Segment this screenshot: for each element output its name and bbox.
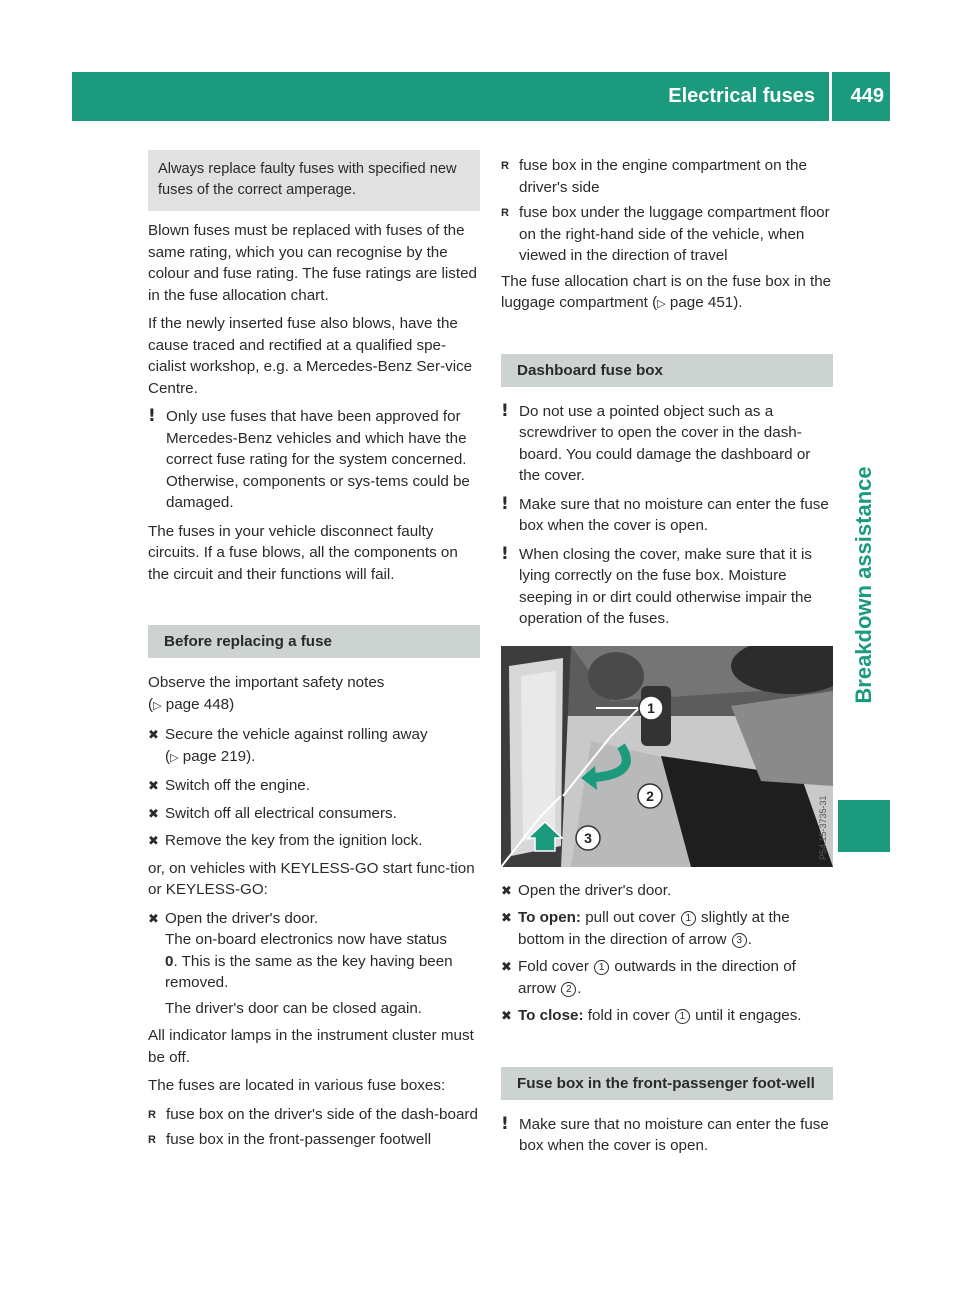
warning-icon: ! bbox=[501, 400, 509, 421]
page-number: 449 bbox=[850, 85, 884, 107]
step-result: The driver's door can be closed again. bbox=[165, 999, 423, 1017]
step-arrow-icon: ✖ bbox=[501, 882, 512, 898]
right-column bbox=[501, 155, 833, 1164]
step-arrow-icon: ✖ bbox=[148, 727, 159, 742]
photo-callout-3: 3 bbox=[584, 829, 592, 846]
paragraph: Blown fuses must be replaced with fuses of the same rating, which you can recognise by the colour and fuse rating. The fuse ratings are listed in the fuse allocation chart. bbox=[148, 222, 477, 304]
page-reference[interactable]: page 219). bbox=[182, 747, 256, 765]
photo-callout-2: 2 bbox=[646, 787, 654, 804]
warning-text: Only use fuses that have been approved for Mercedes-Benz vehicles and which have the correct fuse rating for the system concerned. Otherwise, components or sys-tems could be damaged. bbox=[166, 408, 470, 511]
bullet-icon: R bbox=[148, 1108, 156, 1121]
section-heading: Before replacing a fuse bbox=[148, 625, 480, 658]
callout-2-icon: 2 bbox=[561, 982, 576, 997]
paragraph: Observe the important safety notes (▷ page 448) bbox=[148, 674, 385, 713]
instruction-step: ✖ Switch off all electrical consumers. bbox=[148, 803, 480, 825]
instruction-step: ✖ To open: pull out cover 1 slightly at the bottom in the direction of arrow 3 . bbox=[501, 909, 790, 948]
warning-item bbox=[148, 406, 480, 514]
step-result: The on-board electronics now have status 0. This is the same as the key having been removed. bbox=[165, 931, 453, 991]
list-item: R fuse box in the engine compartment on the driver's side bbox=[501, 157, 807, 196]
chapter-title: Electrical fuses bbox=[668, 85, 815, 107]
warning-item: ! When closing the cover, make sure that it is lying correctly on the fuse box. Moisture seeping in or dirt could otherwise impair the operation of the fuses. bbox=[501, 543, 812, 627]
left-column bbox=[148, 150, 480, 1155]
instruction-step: ✖ Open the driver's door. bbox=[501, 880, 833, 902]
warning-icon: ! bbox=[501, 1113, 509, 1134]
photo-callout-1: 1 bbox=[647, 699, 655, 716]
section-heading: Dashboard fuse box bbox=[501, 354, 833, 387]
callout-3-icon: 3 bbox=[732, 933, 747, 948]
warning-item: ! Make sure that no moisture can enter the fuse box when the cover is open. bbox=[501, 493, 829, 534]
step-arrow-icon: ✖ bbox=[148, 778, 159, 793]
callout-1-icon: 1 bbox=[675, 1009, 690, 1024]
bullet-icon: R bbox=[501, 160, 509, 172]
paragraph: The fuses in your vehicle disconnect faulty circuits. If a fuse blows, all the components on the circuit and their functions will fail. bbox=[148, 522, 458, 583]
step-arrow-icon: ✖ bbox=[148, 833, 159, 848]
page-reference[interactable]: page 451). bbox=[669, 294, 743, 311]
bullet-icon: R bbox=[148, 1134, 156, 1146]
header-divider bbox=[829, 72, 832, 121]
warning-icon: ! bbox=[501, 543, 509, 564]
side-tab-marker bbox=[838, 800, 890, 852]
step-arrow-icon: ✖ bbox=[148, 910, 159, 926]
step-arrow-icon: ✖ bbox=[148, 805, 159, 821]
paragraph: or, on vehicles with KEYLESS-GO start func-tion or KEYLESS-GO: bbox=[148, 859, 475, 898]
callout-1-icon: 1 bbox=[594, 960, 609, 975]
bullet-icon: R bbox=[501, 207, 509, 219]
warning-icon: ! bbox=[501, 493, 509, 514]
instruction-step: ✖ Secure the vehicle against rolling away (▷ page 219). bbox=[148, 726, 428, 765]
instruction-step: ✖ Fold cover 1 outwards in the direction of arrow 2 . bbox=[501, 958, 796, 997]
paragraph: All indicator lamps in the instrument cluster must be off. bbox=[148, 1027, 474, 1066]
section-heading: Fuse box in the front-passenger foot-well bbox=[501, 1067, 833, 1100]
instruction-step: ✖ Open the driver's door. The on-board electronics now have status 0. This is the same as the key having been removed. The driver's door can be closed again. bbox=[148, 908, 480, 1020]
step-arrow-icon: ✖ bbox=[501, 959, 512, 974]
paragraph: If the newly inserted fuse also blows, have the cause traced and rectified at a qualified spe-cialist workshop, e.g. a Mercedes-Benz Ser-vice Centre. bbox=[148, 315, 473, 397]
photo-code: P54.15-3735-31 bbox=[818, 794, 828, 860]
warning-item: ! Do not use a pointed object such as a screwdriver to open the cover in the dash-board. You could damage the dashboard or the cover. bbox=[501, 400, 811, 484]
list-item: R fuse box under the luggage compartment floor on the right-hand side of the vehicle, when viewed in the direction of travel bbox=[501, 204, 830, 264]
instruction-step: ✖ Remove the key from the ignition lock. bbox=[148, 830, 480, 852]
instruction-step: ✖ Switch off the engine. bbox=[148, 775, 480, 797]
callout-1-icon: 1 bbox=[681, 911, 696, 926]
page-ref-arrow-icon: ▷ bbox=[170, 751, 179, 764]
page-header bbox=[72, 72, 890, 121]
list-item: R fuse box in the front-passenger footwell bbox=[148, 1129, 480, 1151]
paragraph: The fuse allocation chart is on the fuse box in the luggage compartment (▷ page 451). bbox=[501, 272, 832, 311]
paragraph: The fuses are located in various fuse boxes: bbox=[148, 1077, 446, 1094]
page-ref-arrow-icon: ▷ bbox=[153, 699, 162, 712]
note-box: Always replace faulty fuses with specified new fuses of the correct amperage. bbox=[148, 150, 480, 211]
warning-icon: ! bbox=[148, 406, 156, 426]
list-item: R fuse box on the driver's side of the dash-board bbox=[148, 1104, 480, 1126]
step-arrow-icon: ✖ bbox=[501, 1008, 512, 1023]
warning-item: ! Make sure that no moisture can enter the fuse box when the cover is open. bbox=[501, 1113, 829, 1154]
dashboard-fuse-box-photo bbox=[501, 646, 833, 867]
page-ref-arrow-icon: ▷ bbox=[657, 298, 666, 310]
page-reference[interactable]: page 448) bbox=[165, 695, 235, 713]
step-arrow-icon: ✖ bbox=[501, 910, 512, 925]
instruction-step: ✖ To close: fold in cover 1 until it engages. bbox=[501, 1005, 833, 1027]
